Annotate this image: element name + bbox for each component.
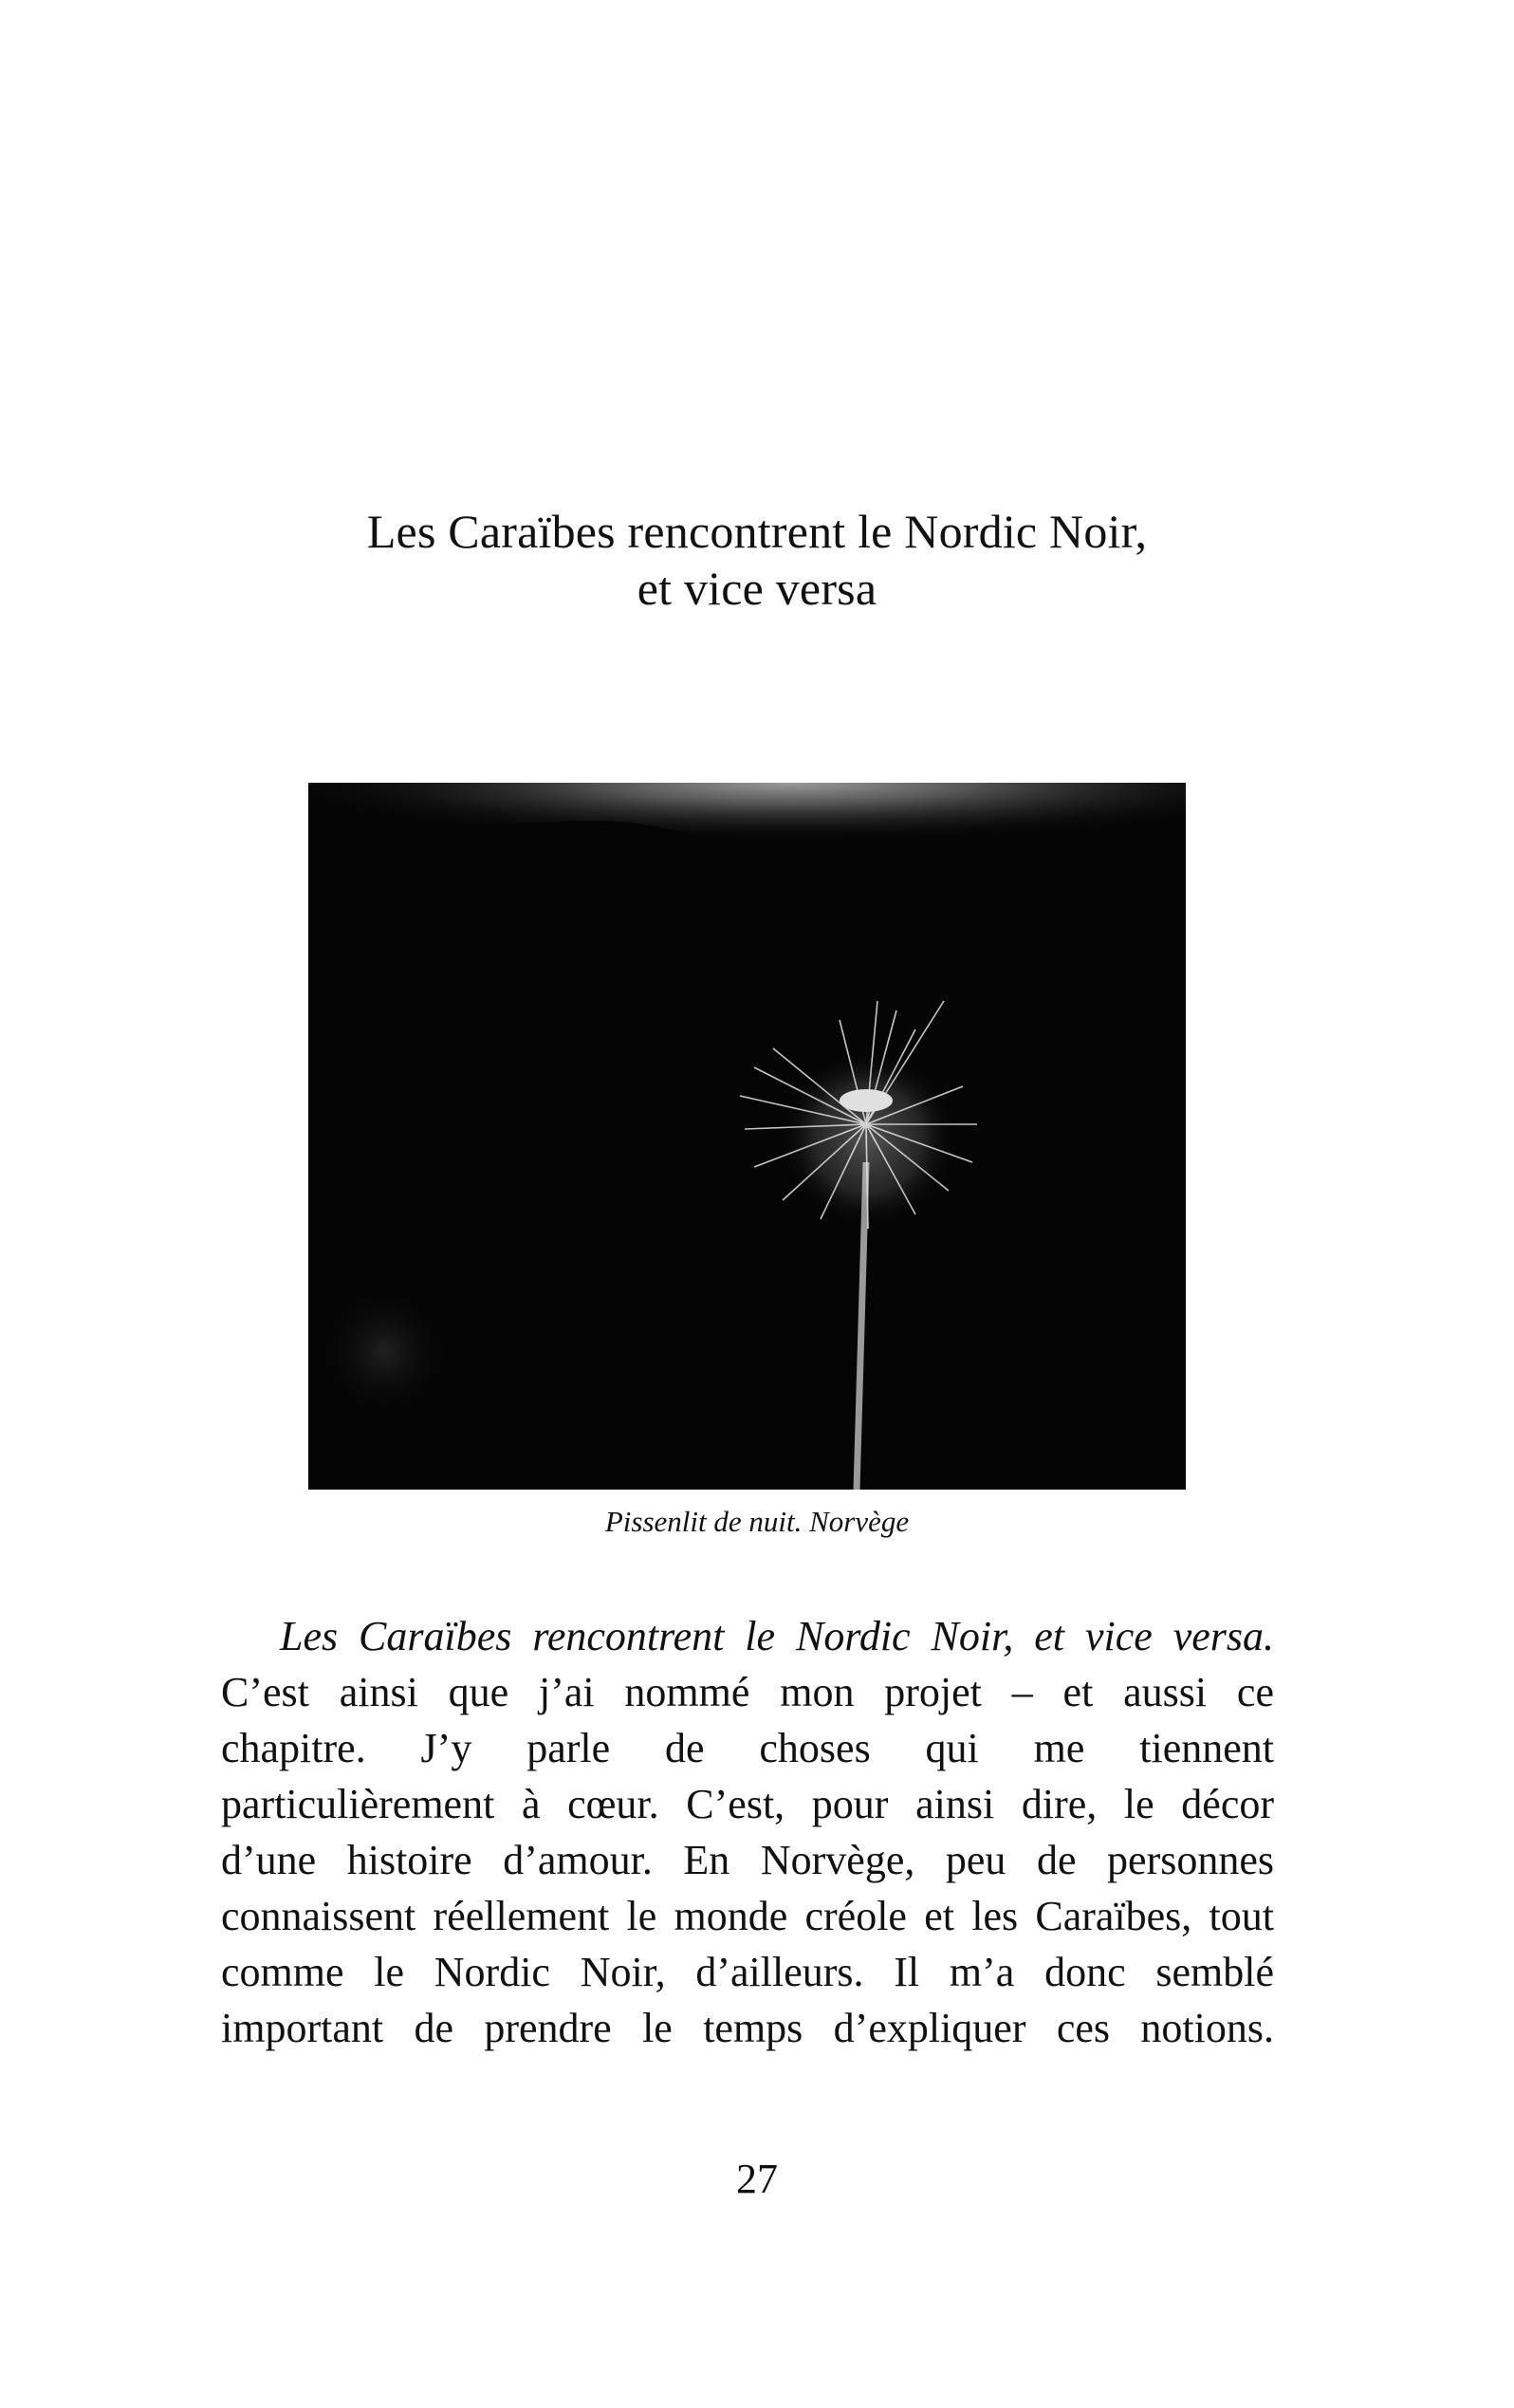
paragraph-line-italic: Les Caraïbes rencontrent le Nordic Noir, et vice versa. [280, 1613, 1274, 1659]
chapter-title-line-2: et vice versa [637, 562, 877, 615]
figure-caption: Pissenlit de nuit. Norvège [604, 1505, 910, 1538]
paragraph-line: particulièrement à cœur. C’est, pour ainsi dire, le décor [221, 1781, 1274, 1827]
page-number: 27 [736, 2156, 778, 2202]
paragraph-line: C’est ainsi que j’ai nommé mon projet – et aussi ce [221, 1669, 1274, 1715]
paragraph-line: comme le Nordic Noir, d’ailleurs. Il m’a donc semblé [221, 1949, 1274, 1995]
paragraph-line [221, 1608, 1274, 1664]
body-paragraph [221, 1608, 1274, 2056]
chapter-title [0, 503, 1514, 617]
paragraph-line: important de prendre le temps d’expliquer ces notions. [221, 2005, 1274, 2051]
paragraph-line: connaissent réellement le monde créole et les Caraïbes, tout [221, 1893, 1274, 1939]
paragraph-line: chapitre. J’y parle de choses qui me tiennent [221, 1725, 1274, 1771]
dandelion-photo [308, 783, 1186, 1490]
paragraph-line: d’une histoire d’amour. En Norvège, peu de personnes [221, 1837, 1274, 1883]
chapter-title-line-1: Les Caraïbes rencontrent le Nordic Noir, [366, 505, 1148, 558]
